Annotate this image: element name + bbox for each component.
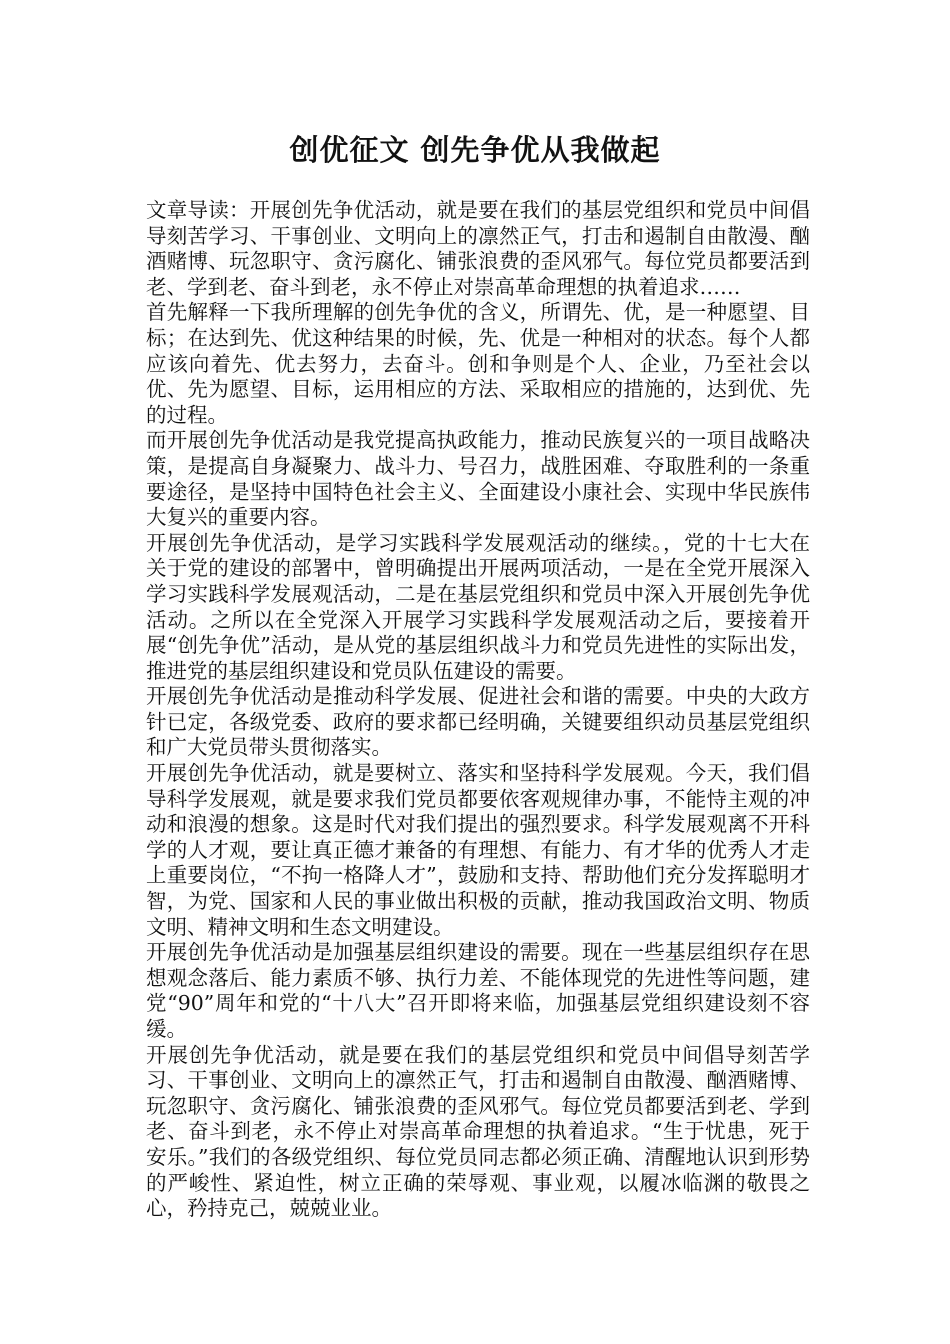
paragraph: 开展创先争优活动，是学习实践科学发展观活动的继续。，党的十七大在关于党的建设的部署中，曾明确提出开展两项活动，一是在全党开展深入学习实践科学发展观活动，二是在基层党组织和党员中深入开展创先争优活动。之所以在全党深入开展学习实践科学发展观活动之后，要接着开展“创先争优”活动，是从党的基层组织战斗力和党员先进性的实际出发，推进党的基层组织建设和党员队伍建设的需要。: [146, 530, 810, 683]
paragraph: 开展创先争优活动是推动科学发展、促进社会和谐的需要。中央的大政方针已定，各级党委、政府的要求都已经明确，关键要组织动员基层党组织和广大党员带头贯彻落实。: [146, 684, 810, 760]
document-title: 创优征文 创先争优从我做起: [289, 133, 661, 167]
paragraph-intro: 文章导读：开展创先争优活动，就是要在我们的基层党组织和党员中间倡导刻苦学习、干事创业、文明向上的凛然正气，打击和遏制自由散漫、酗酒赌博、玩忽职守、贪污腐化、铺张浪费的歪风邪气。每位党员都要活到老、学到老、奋斗到老，永不停止对崇高革命理想的执着追求……: [146, 198, 810, 299]
paragraph: 首先解释一下我所理解的创先争优的含义，所谓先、优，是一种愿望、目标；在达到先、优这种结果的时候，先、优是一种相对的状态。每个人都应该向着先、优去努力，去奋斗。创和争则是个人、企业，乃至社会以优、先为愿望、目标，运用相应的方法、采取相应的措施的，达到优、先的过程。: [146, 300, 810, 427]
document-body: [146, 198, 810, 1222]
paragraph: 开展创先争优活动，就是要树立、落实和坚持科学发展观。今天，我们倡导科学发展观，就是要求我们党员都要依客观规律办事，不能恃主观的冲动和浪漫的想象。这是时代对我们提出的强烈要求。科学发展观离不开科学的人才观，要让真正德才兼备的有理想、有能力、有才华的优秀人才走上重要岗位，“不拘一格降人才”，鼓励和支持、帮助他们充分发挥聪明才智，为党、国家和人民的事业做出积极的贡献，推动我国政治文明、物质文明、精神文明和生态文明建设。: [146, 761, 810, 939]
paragraph: 而开展创先争优活动是我党提高执政能力，推动民族复兴的一项目战略决策，是提高自身凝聚力、战斗力、号召力，战胜困难、夺取胜利的一条重要途径，是坚持中国特色社会主义、全面建设小康社会、实现中华民族伟大复兴的重要内容。: [146, 428, 810, 530]
paragraph: 开展创先争优活动是加强基层组织建设的需要。现在一些基层组织存在思想观念落后、能力素质不够、执行力差、不能体现党的先进性等问题，建党“90”周年和党的“十八大”召开即将来临，加强基层党组织建设刻不容缓。: [146, 940, 810, 1041]
paragraph: 开展创先争优活动，就是要在我们的基层党组织和党员中间倡导刻苦学习、干事创业、文明向上的凛然正气，打击和遏制自由散漫、酗酒赌博、玩忽职守、贪污腐化、铺张浪费的歪风邪气。每位党员都要活到老、学到老、奋斗到老，永不停止对崇高革命理想的执着追求。“生于忧患，死于安乐。”我们的各级党组织、每位党员同志都必须正确、清醒地认识到形势的严峻性、紧迫性，树立正确的荣辱观、事业观，以履冰临渊的敬畏之心，矜持克己，兢兢业业。: [146, 1042, 810, 1221]
